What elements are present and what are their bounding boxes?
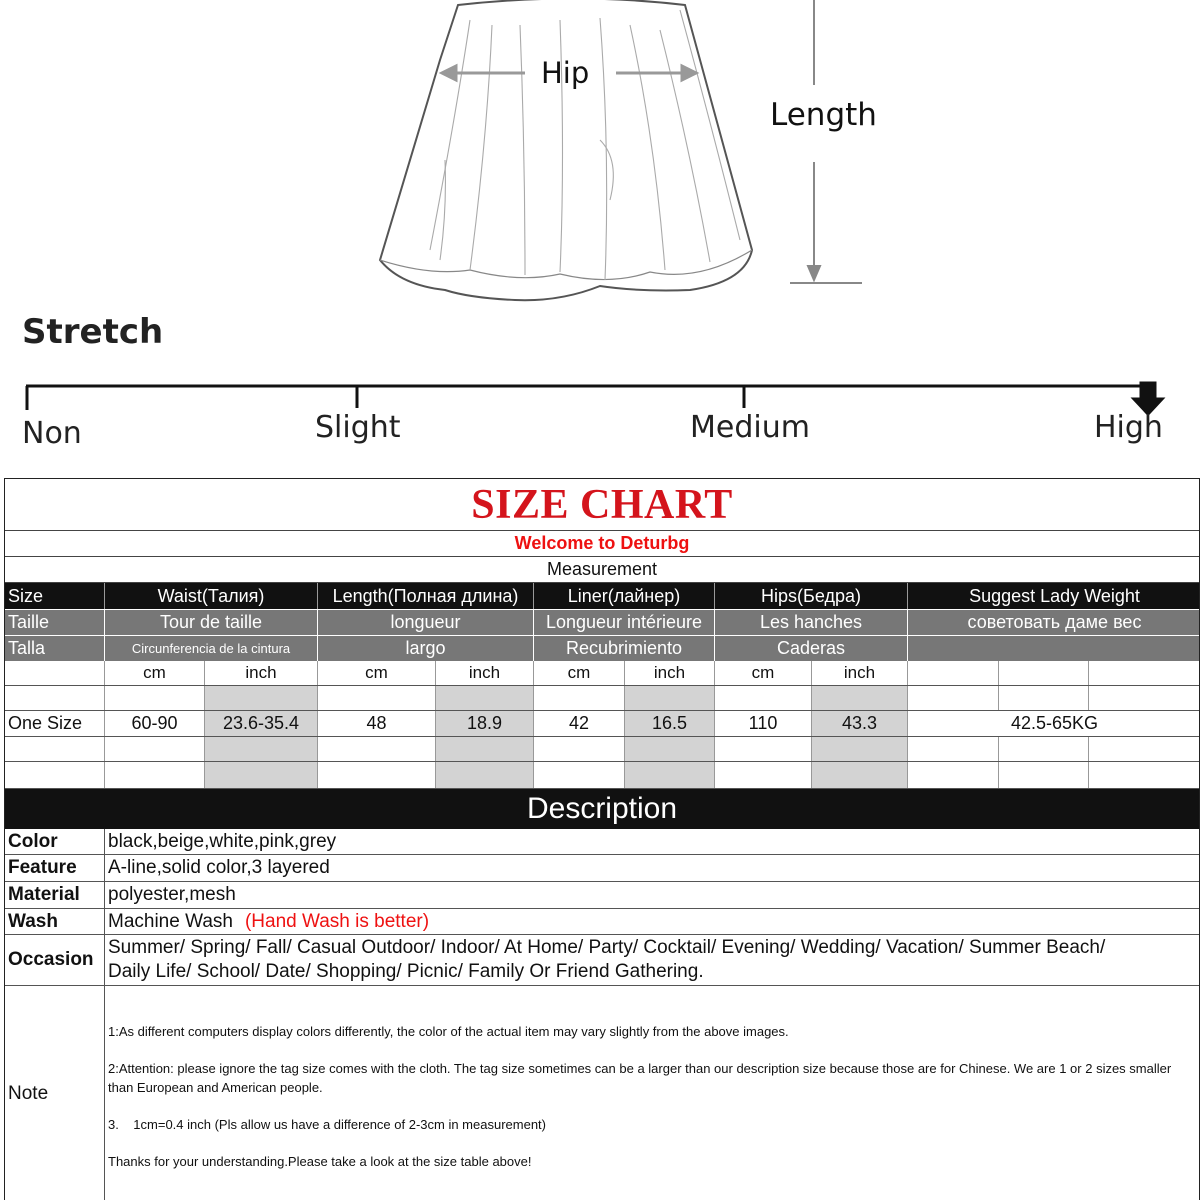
header-recubrimiento: Recubrimiento — [534, 636, 715, 661]
suggest-weight: 42.5-65KG — [1010, 713, 1099, 733]
header-longueur-interieure: Longueur intérieure — [534, 610, 715, 635]
header-length: Length(Полная длина) — [318, 583, 534, 609]
description-header — [5, 789, 1199, 829]
header-size: Size — [5, 583, 105, 609]
measurement-label: Measurement — [546, 559, 658, 579]
color-value: black,beige,white,pink,grey — [108, 830, 337, 852]
occasion-line: Daily Life/ School/ Date/ Shopping/ Picnic/ Family Or Friend Gathering. — [108, 961, 704, 982]
unit-cell: cm — [534, 661, 625, 685]
waist-cm: 60-90 — [105, 711, 205, 736]
hip-label: Hip — [541, 56, 590, 90]
stretch-scale-high: High — [1094, 410, 1163, 445]
skirt-drawing — [0, 0, 1200, 470]
wash-key: Wash — [5, 909, 105, 934]
liner-inch: 16.5 — [625, 711, 715, 736]
description-row-note — [5, 986, 1199, 1200]
header-circunferencia: Circunferencia de la cintura — [105, 636, 318, 661]
units-row — [5, 661, 1199, 686]
stretch-title: Stretch — [22, 312, 164, 352]
hips-cm: 110 — [715, 711, 812, 736]
one-size-row — [5, 711, 1199, 737]
description-row-material — [5, 882, 1199, 909]
unit-cell: cm — [105, 661, 205, 685]
welcome-text: Welcome to Deturbg — [514, 533, 690, 553]
description-row-feature — [5, 855, 1199, 882]
material-key: Material — [5, 882, 105, 908]
wash-text: Machine Wash — [108, 910, 233, 932]
description-row-wash — [5, 909, 1199, 935]
feature-value: A-line,solid color,3 layered — [108, 857, 330, 878]
units-blank — [5, 661, 105, 685]
material-value: polyester,mesh — [108, 884, 236, 905]
skirt-illustration — [0, 0, 1200, 470]
description-row-color — [5, 829, 1199, 855]
length-cm: 48 — [318, 711, 436, 736]
liner-cm: 42 — [534, 711, 625, 736]
size-chart-title-row — [5, 479, 1199, 531]
waist-inch: 23.6-35.4 — [205, 711, 318, 736]
description-row-occasion — [5, 935, 1199, 986]
welcome-row — [5, 531, 1199, 557]
size-chart-title: SIZE CHART — [471, 481, 733, 528]
size-chart-table — [4, 478, 1200, 1200]
unit-cell: cm — [318, 661, 436, 685]
header-taille: Taille — [5, 610, 105, 635]
header-caderas: Caderas — [715, 636, 908, 661]
wash-note: (Hand Wash is better) — [244, 910, 430, 932]
header-les-hanches: Les hanches — [715, 610, 908, 635]
weight-sub-cell — [999, 661, 1089, 685]
header-tour-de-taille: Tour de taille — [105, 610, 318, 635]
header-row-spanish — [5, 635, 1199, 661]
stretch-scale-medium: Medium — [690, 410, 810, 445]
measurement-row — [5, 557, 1199, 583]
unit-cell: cm — [715, 661, 812, 685]
feature-key: Feature — [5, 855, 105, 881]
note-line: Thanks for your understanding.Please take a look at the size table above! — [108, 1154, 532, 1169]
weight-sub-cell — [1089, 661, 1200, 685]
description-title: Description — [526, 792, 678, 825]
header-talla: Talla — [5, 636, 105, 661]
note-line: 3. 1cm=0.4 inch (Pls allow us have a difference of 2-3cm in measurement) — [108, 1117, 546, 1132]
weight-sub-cell — [908, 661, 999, 685]
header-weight: Suggest Lady Weight — [969, 585, 1140, 606]
header-hips: Hips(Бедра) — [715, 583, 908, 609]
note-line: 2:Attention: please ignore the tag size comes with the cloth. The tag size sometimes can be a larger than our description size because those are for Chinese. We are 1 or 2 sizes smaller than European and American people. — [108, 1061, 1172, 1095]
length-inch: 18.9 — [436, 711, 534, 736]
unit-cell: inch — [625, 661, 715, 685]
note-line: 1:As different computers display colors differently, the color of the actual item may vary slightly from the above images. — [108, 1024, 789, 1039]
unit-cell: inch — [812, 661, 908, 685]
color-key: Color — [5, 829, 105, 854]
occasion-value — [105, 935, 1199, 985]
header-liner: Liner(лайнер) — [534, 583, 715, 609]
header-waist: Waist(Талия) — [105, 583, 318, 609]
stretch-scale-slight: Slight — [315, 410, 401, 445]
size-label: One Size — [5, 711, 105, 736]
empty-row — [5, 737, 1199, 762]
note-key: Note — [5, 986, 105, 1200]
length-label: Length — [770, 97, 877, 133]
empty-row — [5, 686, 1199, 711]
occasion-key: Occasion — [5, 935, 105, 985]
hips-inch: 43.3 — [812, 711, 908, 736]
stretch-scale-non: Non — [22, 416, 82, 451]
wash-value — [105, 909, 1199, 934]
note-value — [105, 986, 1199, 1200]
unit-cell: inch — [436, 661, 534, 685]
occasion-line: Summer/ Spring/ Fall/ Casual Outdoor/ Indoor/ At Home/ Party/ Cocktail/ Evening/ Wedding/ Vacation/ Summer Beach/ — [108, 937, 1106, 958]
unit-cell: inch — [205, 661, 318, 685]
header-row-french — [5, 609, 1199, 635]
header-longueur: longueur — [318, 610, 534, 635]
empty-row — [5, 762, 1199, 789]
header-blank — [908, 636, 1200, 661]
header-largo: largo — [318, 636, 534, 661]
header-row-english — [5, 583, 1199, 609]
header-weight-ru: советовать даме вес — [967, 612, 1142, 632]
